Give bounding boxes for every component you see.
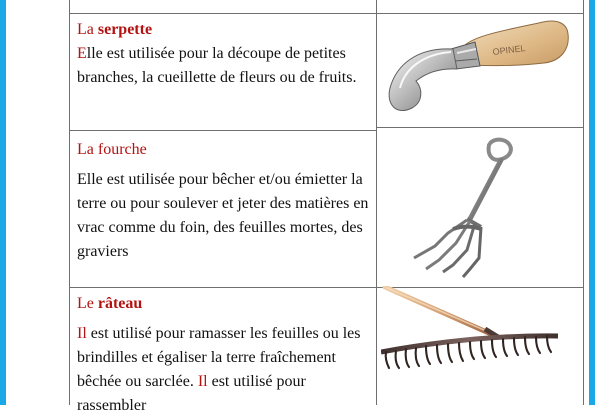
table-border-left xyxy=(69,0,70,405)
rateau-description xyxy=(77,322,375,418)
table-border-right xyxy=(583,0,584,405)
serpette-description-initial: E xyxy=(77,45,87,62)
rateau-illustration xyxy=(381,286,581,405)
fourche-text-cell xyxy=(77,138,375,264)
serpette-title-prefix: La xyxy=(77,21,98,38)
page-frame-right xyxy=(589,0,595,405)
serpette-text-cell xyxy=(77,18,375,90)
table-column-divider xyxy=(376,0,377,405)
rateau-description-middle: est utilisé pour ramasser les feuilles ou les brindilles et égaliser la terre fraîchement bêchée ou sarclée. xyxy=(77,325,361,390)
serpette-title-name: serpette xyxy=(97,21,153,38)
serpette-illustration xyxy=(381,18,581,118)
fourche-title: La fourche xyxy=(77,141,147,158)
previous-row-illustration-fragment xyxy=(381,0,581,13)
row-divider-serpette-image xyxy=(377,127,584,128)
fourche-illustration xyxy=(381,137,581,282)
row-divider-top xyxy=(69,13,584,14)
serpette-description xyxy=(77,42,375,90)
rateau-description-second-word: Il xyxy=(197,373,208,390)
rake-icon xyxy=(381,286,581,405)
serpette-title xyxy=(77,18,375,42)
rateau-description-end: est utilisé pour rassembler xyxy=(77,373,306,414)
fourche-description: Elle est utilisée pour bêcher et/ou émietter la terre ou pour soulever et jeter des matières en vrac comme du foin, des feuilles mortes, des graviers xyxy=(77,171,369,260)
page-frame-left xyxy=(0,0,6,405)
rateau-description-first-word: Il xyxy=(77,325,87,342)
rateau-title-prefix: Le xyxy=(77,295,98,312)
opinel-brand-label: OPINEL xyxy=(492,43,527,57)
rateau-title xyxy=(77,292,375,316)
pitchfork-icon xyxy=(381,137,581,282)
tools-table xyxy=(69,0,584,414)
rateau-text-cell xyxy=(77,292,375,418)
row-divider-serpette-text xyxy=(69,130,377,131)
pruning-knife-icon xyxy=(381,18,581,118)
rateau-title-name: râteau xyxy=(97,295,143,312)
serpette-description-rest: lle est utilisée pour la découpe de petites branches, la cueillette de fleurs ou de fruits. xyxy=(77,45,357,86)
